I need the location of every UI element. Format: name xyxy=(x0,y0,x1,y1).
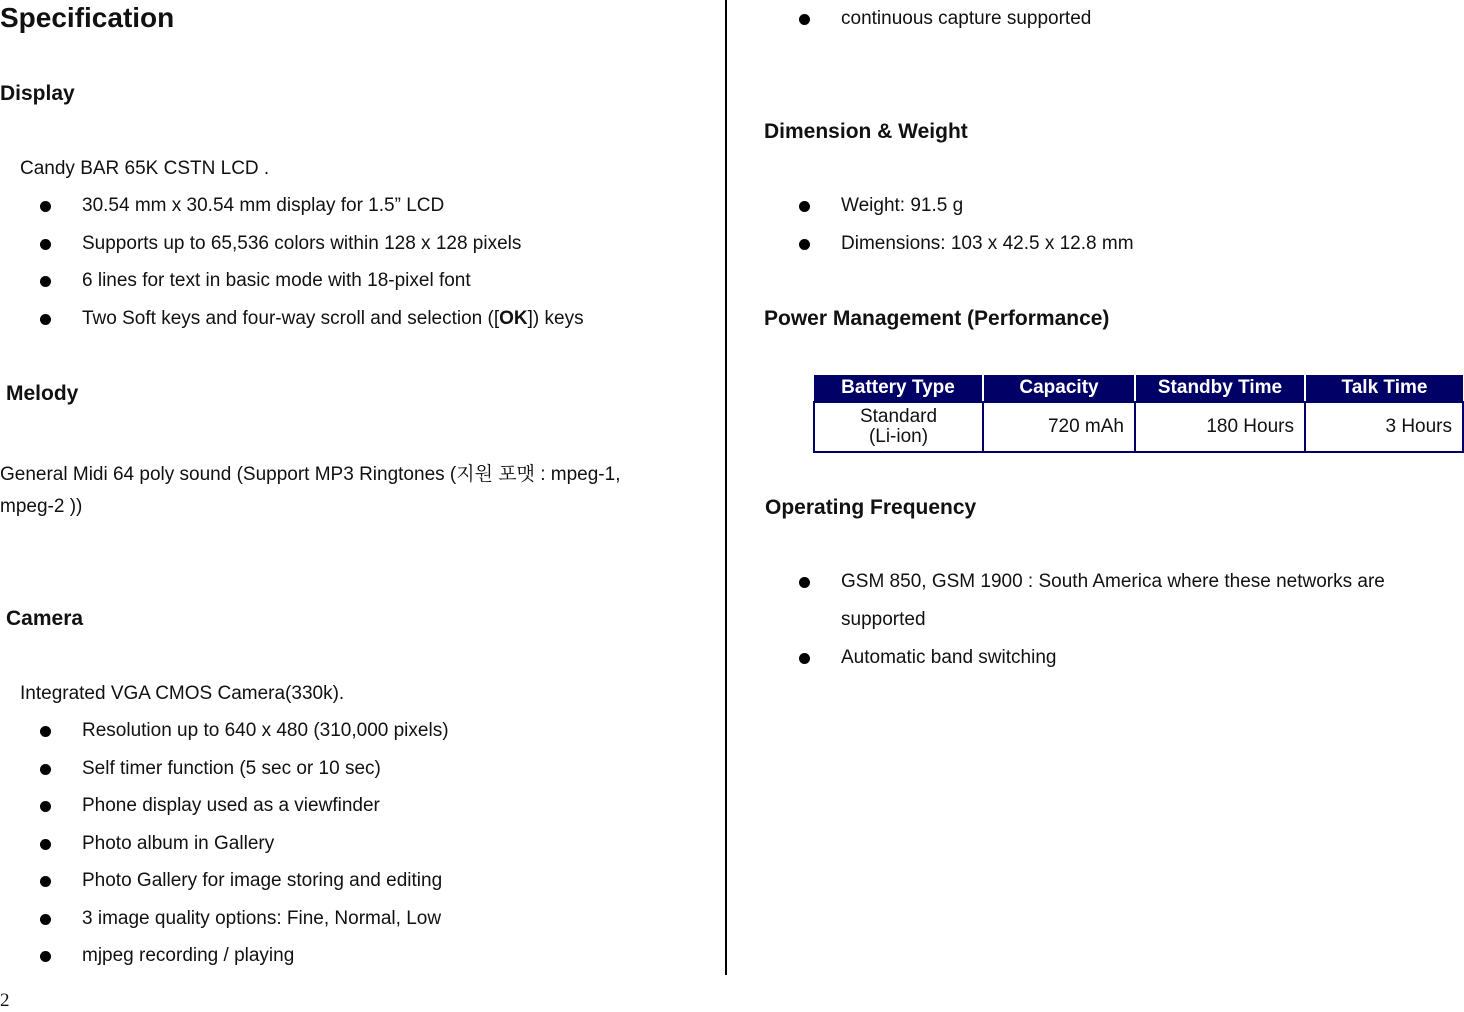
bullet-icon xyxy=(40,801,51,812)
battery-type-line2: (Li-ion) xyxy=(868,426,929,447)
list-item-text: 3 image quality options: Fine, Normal, Low xyxy=(82,908,442,929)
bullet-icon xyxy=(799,239,810,250)
frequency-heading: Operating Frequency xyxy=(765,496,977,519)
table-row xyxy=(814,402,1463,452)
page-number: 2 xyxy=(0,990,10,1011)
list-item-text xyxy=(82,308,584,330)
bullet-icon xyxy=(40,839,51,850)
list-item-text: Automatic band switching xyxy=(841,647,1057,668)
list-item-text: Resolution up to 640 x 480 (310,000 pixels) xyxy=(82,720,449,741)
list-item-text: Self timer function (5 sec or 10 sec) xyxy=(82,758,381,779)
battery-table xyxy=(813,375,1464,453)
table-header-row xyxy=(814,375,1463,402)
battery-type-cell xyxy=(814,402,983,452)
list-item-text: Photo Gallery for image storing and editing xyxy=(82,870,443,891)
bullet-icon xyxy=(40,726,51,737)
melody-text-line1: General Midi 64 poly sound (Support MP3 Ringtones (지원 포맷 : mpeg-1, xyxy=(0,464,621,485)
bullet-icon xyxy=(40,314,51,325)
column-header-talk-time: Talk Time xyxy=(1305,375,1463,402)
list-item-text: Weight: 91.5 g xyxy=(841,195,964,216)
bullet-icon xyxy=(40,201,51,212)
list-item-text: GSM 850, GSM 1900 : South America where these networks are xyxy=(841,571,1385,592)
bullet-icon xyxy=(40,764,51,775)
display-intro: Candy BAR 65K CSTN LCD . xyxy=(20,158,270,179)
dimension-heading: Dimension & Weight xyxy=(764,120,968,143)
page-title: Specification xyxy=(0,2,175,33)
capacity-cell: 720 mAh xyxy=(983,402,1135,452)
softkeys-text-after: ]) keys xyxy=(527,308,584,329)
list-item-text: Photo album in Gallery xyxy=(82,833,275,854)
list-item-text: continuous capture supported xyxy=(841,8,1092,29)
standby-time-cell: 180 Hours xyxy=(1135,402,1305,452)
column-header-capacity: Capacity xyxy=(983,375,1135,402)
column-header-battery-type: Battery Type xyxy=(814,375,983,402)
bullet-icon xyxy=(40,876,51,887)
bullet-icon xyxy=(40,951,51,962)
display-heading: Display xyxy=(0,82,75,105)
list-item-text: Supports up to 65,536 colors within 128 x 128 pixels xyxy=(82,233,522,254)
melody-text-line2: mpeg-2 )) xyxy=(0,496,83,517)
bullet-icon xyxy=(799,201,810,212)
column-divider xyxy=(725,0,727,975)
melody-heading: Melody xyxy=(6,382,79,405)
power-heading: Power Management (Performance) xyxy=(764,307,1110,330)
bullet-icon xyxy=(799,653,810,664)
list-item-text: Phone display used as a viewfinder xyxy=(82,795,380,816)
bullet-icon xyxy=(799,577,810,588)
list-item-text: mjpeg recording / playing xyxy=(82,945,295,966)
list-item-text: Dimensions: 103 x 42.5 x 12.8 mm xyxy=(841,233,1134,254)
list-item-text: 30.54 mm x 30.54 mm display for 1.5” LCD xyxy=(82,195,445,216)
list-item-text: 6 lines for text in basic mode with 18-pixel font xyxy=(82,270,471,291)
bullet-icon xyxy=(40,914,51,925)
camera-heading: Camera xyxy=(6,607,84,630)
ok-key-label: OK xyxy=(499,308,528,329)
camera-intro: Integrated VGA CMOS Camera(330k). xyxy=(20,683,345,704)
battery-type-line1: Standard xyxy=(859,406,938,427)
talk-time-cell: 3 Hours xyxy=(1305,402,1463,452)
bullet-icon xyxy=(40,239,51,250)
bullet-icon xyxy=(799,14,810,25)
bullet-icon xyxy=(40,276,51,287)
list-item-text-continued: supported xyxy=(841,609,926,630)
column-header-standby-time: Standby Time xyxy=(1135,375,1305,402)
softkeys-text-before: Two Soft keys and four-way scroll and selection ([ xyxy=(82,308,500,329)
